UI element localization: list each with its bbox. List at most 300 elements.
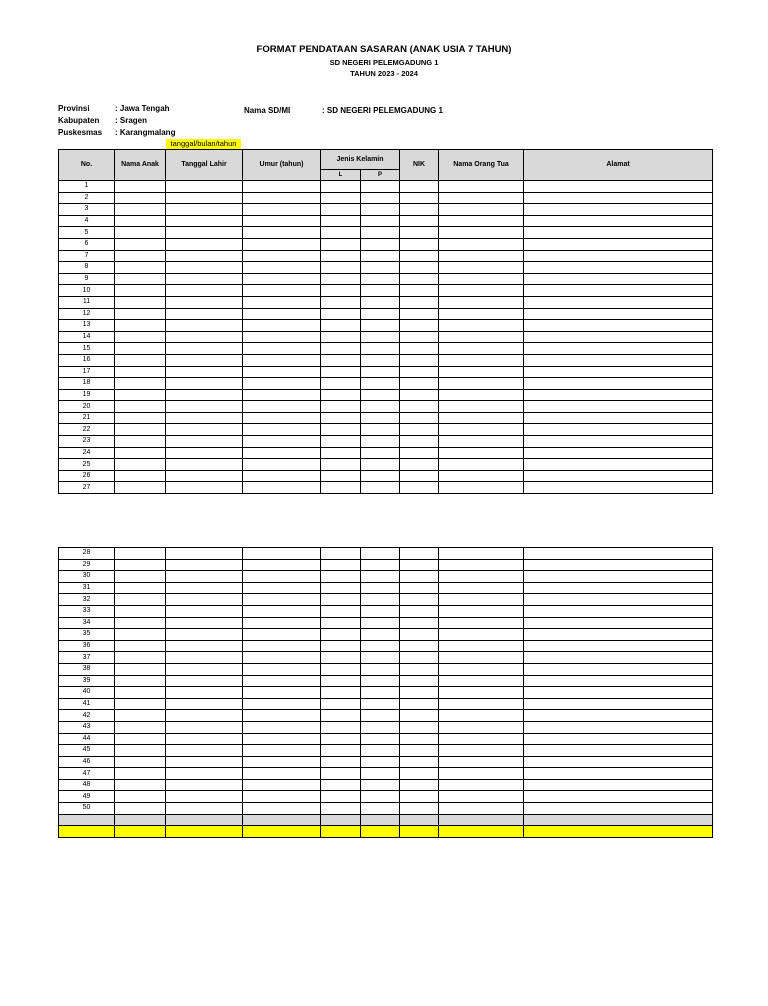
alamat-cell[interactable] [524, 652, 713, 664]
nik-cell[interactable] [400, 296, 439, 308]
nama-anak-cell[interactable] [115, 262, 166, 274]
umur-cell[interactable] [243, 548, 321, 560]
alamat-cell[interactable] [524, 238, 713, 250]
nama-orang-tua-cell[interactable] [439, 320, 524, 332]
jk-l-cell[interactable] [321, 378, 361, 390]
nama-anak-cell[interactable] [115, 768, 166, 780]
nik-cell[interactable] [400, 582, 439, 594]
jk-l-cell[interactable] [321, 215, 361, 227]
alamat-cell[interactable] [524, 424, 713, 436]
nik-cell[interactable] [400, 605, 439, 617]
jk-l-cell[interactable] [321, 791, 361, 803]
jk-l-cell[interactable] [321, 343, 361, 355]
alamat-cell[interactable] [524, 262, 713, 274]
jk-p-cell[interactable] [361, 640, 400, 652]
tanggal-lahir-cell[interactable] [166, 378, 243, 390]
nama-orang-tua-cell[interactable] [439, 803, 524, 815]
nama-anak-cell[interactable] [115, 204, 166, 216]
umur-cell[interactable] [243, 594, 321, 606]
nama-orang-tua-cell[interactable] [439, 238, 524, 250]
nama-orang-tua-cell[interactable] [439, 548, 524, 560]
jk-l-cell[interactable] [321, 470, 361, 482]
nama-orang-tua-cell[interactable] [439, 629, 524, 641]
nama-anak-cell[interactable] [115, 482, 166, 494]
umur-cell[interactable] [243, 238, 321, 250]
nik-cell[interactable] [400, 192, 439, 204]
nik-cell[interactable] [400, 482, 439, 494]
jk-l-cell[interactable] [321, 675, 361, 687]
jk-l-cell[interactable] [321, 262, 361, 274]
jk-l-cell[interactable] [321, 181, 361, 193]
tanggal-lahir-cell[interactable] [166, 215, 243, 227]
nik-cell[interactable] [400, 640, 439, 652]
nik-cell[interactable] [400, 343, 439, 355]
alamat-cell[interactable] [524, 548, 713, 560]
alamat-cell[interactable] [524, 571, 713, 583]
umur-cell[interactable] [243, 331, 321, 343]
nama-anak-cell[interactable] [115, 285, 166, 297]
tanggal-lahir-cell[interactable] [166, 285, 243, 297]
umur-cell[interactable] [243, 756, 321, 768]
jk-l-cell[interactable] [321, 687, 361, 699]
nik-cell[interactable] [400, 733, 439, 745]
jk-l-cell[interactable] [321, 617, 361, 629]
jk-p-cell[interactable] [361, 343, 400, 355]
nik-cell[interactable] [400, 459, 439, 471]
nik-cell[interactable] [400, 687, 439, 699]
umur-cell[interactable] [243, 436, 321, 448]
tanggal-lahir-cell[interactable] [166, 779, 243, 791]
nik-cell[interactable] [400, 366, 439, 378]
nik-cell[interactable] [400, 285, 439, 297]
jk-p-cell[interactable] [361, 436, 400, 448]
nama-orang-tua-cell[interactable] [439, 424, 524, 436]
jk-p-cell[interactable] [361, 803, 400, 815]
jk-p-cell[interactable] [361, 617, 400, 629]
jk-l-cell[interactable] [321, 285, 361, 297]
umur-cell[interactable] [243, 389, 321, 401]
umur-cell[interactable] [243, 733, 321, 745]
nama-anak-cell[interactable] [115, 548, 166, 560]
jk-p-cell[interactable] [361, 559, 400, 571]
nama-anak-cell[interactable] [115, 470, 166, 482]
jk-p-cell[interactable] [361, 389, 400, 401]
nik-cell[interactable] [400, 389, 439, 401]
tanggal-lahir-cell[interactable] [166, 296, 243, 308]
jk-l-cell[interactable] [321, 354, 361, 366]
nama-anak-cell[interactable] [115, 366, 166, 378]
nama-anak-cell[interactable] [115, 308, 166, 320]
alamat-cell[interactable] [524, 308, 713, 320]
nama-orang-tua-cell[interactable] [439, 401, 524, 413]
nama-anak-cell[interactable] [115, 343, 166, 355]
nik-cell[interactable] [400, 273, 439, 285]
jk-l-cell[interactable] [321, 629, 361, 641]
nama-anak-cell[interactable] [115, 698, 166, 710]
jk-p-cell[interactable] [361, 262, 400, 274]
nama-orang-tua-cell[interactable] [439, 482, 524, 494]
nama-anak-cell[interactable] [115, 401, 166, 413]
nama-anak-cell[interactable] [115, 192, 166, 204]
alamat-cell[interactable] [524, 640, 713, 652]
alamat-cell[interactable] [524, 401, 713, 413]
alamat-cell[interactable] [524, 675, 713, 687]
jk-p-cell[interactable] [361, 663, 400, 675]
nik-cell[interactable] [400, 629, 439, 641]
jk-l-cell[interactable] [321, 640, 361, 652]
alamat-cell[interactable] [524, 354, 713, 366]
nama-orang-tua-cell[interactable] [439, 296, 524, 308]
jk-l-cell[interactable] [321, 273, 361, 285]
nama-anak-cell[interactable] [115, 745, 166, 757]
nik-cell[interactable] [400, 320, 439, 332]
nik-cell[interactable] [400, 698, 439, 710]
nik-cell[interactable] [400, 354, 439, 366]
alamat-cell[interactable] [524, 436, 713, 448]
nik-cell[interactable] [400, 262, 439, 274]
tanggal-lahir-cell[interactable] [166, 204, 243, 216]
umur-cell[interactable] [243, 559, 321, 571]
umur-cell[interactable] [243, 227, 321, 239]
nama-orang-tua-cell[interactable] [439, 470, 524, 482]
jk-l-cell[interactable] [321, 803, 361, 815]
nik-cell[interactable] [400, 181, 439, 193]
umur-cell[interactable] [243, 401, 321, 413]
alamat-cell[interactable] [524, 204, 713, 216]
nama-anak-cell[interactable] [115, 331, 166, 343]
nama-anak-cell[interactable] [115, 320, 166, 332]
jk-l-cell[interactable] [321, 663, 361, 675]
alamat-cell[interactable] [524, 343, 713, 355]
tanggal-lahir-cell[interactable] [166, 687, 243, 699]
jk-l-cell[interactable] [321, 582, 361, 594]
nik-cell[interactable] [400, 548, 439, 560]
nama-orang-tua-cell[interactable] [439, 675, 524, 687]
nik-cell[interactable] [400, 559, 439, 571]
alamat-cell[interactable] [524, 273, 713, 285]
tanggal-lahir-cell[interactable] [166, 663, 243, 675]
umur-cell[interactable] [243, 273, 321, 285]
nama-orang-tua-cell[interactable] [439, 181, 524, 193]
nik-cell[interactable] [400, 779, 439, 791]
nama-anak-cell[interactable] [115, 215, 166, 227]
tanggal-lahir-cell[interactable] [166, 181, 243, 193]
jk-l-cell[interactable] [321, 331, 361, 343]
nama-anak-cell[interactable] [115, 652, 166, 664]
nama-anak-cell[interactable] [115, 687, 166, 699]
jk-l-cell[interactable] [321, 733, 361, 745]
nama-anak-cell[interactable] [115, 296, 166, 308]
tanggal-lahir-cell[interactable] [166, 366, 243, 378]
alamat-cell[interactable] [524, 192, 713, 204]
nama-anak-cell[interactable] [115, 181, 166, 193]
nama-orang-tua-cell[interactable] [439, 791, 524, 803]
nama-orang-tua-cell[interactable] [439, 756, 524, 768]
nik-cell[interactable] [400, 652, 439, 664]
nik-cell[interactable] [400, 215, 439, 227]
tanggal-lahir-cell[interactable] [166, 424, 243, 436]
nik-cell[interactable] [400, 710, 439, 722]
nama-anak-cell[interactable] [115, 710, 166, 722]
tanggal-lahir-cell[interactable] [166, 605, 243, 617]
nik-cell[interactable] [400, 250, 439, 262]
nama-orang-tua-cell[interactable] [439, 343, 524, 355]
nama-anak-cell[interactable] [115, 605, 166, 617]
umur-cell[interactable] [243, 250, 321, 262]
nama-anak-cell[interactable] [115, 803, 166, 815]
umur-cell[interactable] [243, 803, 321, 815]
umur-cell[interactable] [243, 424, 321, 436]
tanggal-lahir-cell[interactable] [166, 768, 243, 780]
nama-orang-tua-cell[interactable] [439, 594, 524, 606]
nama-orang-tua-cell[interactable] [439, 745, 524, 757]
tanggal-lahir-cell[interactable] [166, 745, 243, 757]
jk-l-cell[interactable] [321, 594, 361, 606]
tanggal-lahir-cell[interactable] [166, 192, 243, 204]
jk-p-cell[interactable] [361, 470, 400, 482]
nama-orang-tua-cell[interactable] [439, 436, 524, 448]
umur-cell[interactable] [243, 582, 321, 594]
alamat-cell[interactable] [524, 710, 713, 722]
jk-p-cell[interactable] [361, 629, 400, 641]
jk-l-cell[interactable] [321, 768, 361, 780]
nama-anak-cell[interactable] [115, 733, 166, 745]
alamat-cell[interactable] [524, 594, 713, 606]
alamat-cell[interactable] [524, 285, 713, 297]
jk-p-cell[interactable] [361, 768, 400, 780]
jk-p-cell[interactable] [361, 698, 400, 710]
jk-l-cell[interactable] [321, 436, 361, 448]
nama-anak-cell[interactable] [115, 459, 166, 471]
tanggal-lahir-cell[interactable] [166, 710, 243, 722]
jk-l-cell[interactable] [321, 756, 361, 768]
alamat-cell[interactable] [524, 582, 713, 594]
tanggal-lahir-cell[interactable] [166, 617, 243, 629]
nik-cell[interactable] [400, 412, 439, 424]
nama-anak-cell[interactable] [115, 779, 166, 791]
jk-l-cell[interactable] [321, 401, 361, 413]
jk-p-cell[interactable] [361, 181, 400, 193]
nik-cell[interactable] [400, 227, 439, 239]
alamat-cell[interactable] [524, 756, 713, 768]
umur-cell[interactable] [243, 482, 321, 494]
alamat-cell[interactable] [524, 215, 713, 227]
jk-p-cell[interactable] [361, 296, 400, 308]
tanggal-lahir-cell[interactable] [166, 559, 243, 571]
jk-p-cell[interactable] [361, 791, 400, 803]
tanggal-lahir-cell[interactable] [166, 412, 243, 424]
alamat-cell[interactable] [524, 733, 713, 745]
nama-orang-tua-cell[interactable] [439, 215, 524, 227]
alamat-cell[interactable] [524, 482, 713, 494]
alamat-cell[interactable] [524, 378, 713, 390]
tanggal-lahir-cell[interactable] [166, 721, 243, 733]
jk-p-cell[interactable] [361, 285, 400, 297]
nik-cell[interactable] [400, 768, 439, 780]
umur-cell[interactable] [243, 354, 321, 366]
umur-cell[interactable] [243, 204, 321, 216]
alamat-cell[interactable] [524, 366, 713, 378]
tanggal-lahir-cell[interactable] [166, 571, 243, 583]
alamat-cell[interactable] [524, 296, 713, 308]
nama-orang-tua-cell[interactable] [439, 192, 524, 204]
nama-anak-cell[interactable] [115, 675, 166, 687]
nama-anak-cell[interactable] [115, 227, 166, 239]
nama-anak-cell[interactable] [115, 571, 166, 583]
nama-orang-tua-cell[interactable] [439, 768, 524, 780]
umur-cell[interactable] [243, 687, 321, 699]
umur-cell[interactable] [243, 215, 321, 227]
jk-p-cell[interactable] [361, 215, 400, 227]
alamat-cell[interactable] [524, 791, 713, 803]
tanggal-lahir-cell[interactable] [166, 320, 243, 332]
nama-anak-cell[interactable] [115, 238, 166, 250]
jk-p-cell[interactable] [361, 687, 400, 699]
tanggal-lahir-cell[interactable] [166, 447, 243, 459]
tanggal-lahir-cell[interactable] [166, 675, 243, 687]
tanggal-lahir-cell[interactable] [166, 389, 243, 401]
jk-p-cell[interactable] [361, 447, 400, 459]
umur-cell[interactable] [243, 640, 321, 652]
alamat-cell[interactable] [524, 698, 713, 710]
alamat-cell[interactable] [524, 745, 713, 757]
alamat-cell[interactable] [524, 559, 713, 571]
jk-p-cell[interactable] [361, 745, 400, 757]
umur-cell[interactable] [243, 605, 321, 617]
umur-cell[interactable] [243, 768, 321, 780]
jk-p-cell[interactable] [361, 204, 400, 216]
jk-p-cell[interactable] [361, 320, 400, 332]
nama-orang-tua-cell[interactable] [439, 605, 524, 617]
alamat-cell[interactable] [524, 447, 713, 459]
nama-orang-tua-cell[interactable] [439, 721, 524, 733]
umur-cell[interactable] [243, 447, 321, 459]
jk-l-cell[interactable] [321, 652, 361, 664]
nama-orang-tua-cell[interactable] [439, 617, 524, 629]
tanggal-lahir-cell[interactable] [166, 436, 243, 448]
alamat-cell[interactable] [524, 459, 713, 471]
umur-cell[interactable] [243, 181, 321, 193]
alamat-cell[interactable] [524, 470, 713, 482]
alamat-cell[interactable] [524, 629, 713, 641]
alamat-cell[interactable] [524, 779, 713, 791]
tanggal-lahir-cell[interactable] [166, 459, 243, 471]
jk-p-cell[interactable] [361, 331, 400, 343]
nama-orang-tua-cell[interactable] [439, 459, 524, 471]
jk-l-cell[interactable] [321, 238, 361, 250]
jk-l-cell[interactable] [321, 698, 361, 710]
alamat-cell[interactable] [524, 721, 713, 733]
nik-cell[interactable] [400, 204, 439, 216]
jk-p-cell[interactable] [361, 721, 400, 733]
umur-cell[interactable] [243, 285, 321, 297]
nik-cell[interactable] [400, 378, 439, 390]
nik-cell[interactable] [400, 756, 439, 768]
nama-orang-tua-cell[interactable] [439, 652, 524, 664]
jk-l-cell[interactable] [321, 250, 361, 262]
nik-cell[interactable] [400, 745, 439, 757]
jk-l-cell[interactable] [321, 366, 361, 378]
nama-orang-tua-cell[interactable] [439, 285, 524, 297]
nik-cell[interactable] [400, 238, 439, 250]
jk-p-cell[interactable] [361, 227, 400, 239]
alamat-cell[interactable] [524, 803, 713, 815]
nik-cell[interactable] [400, 721, 439, 733]
nama-orang-tua-cell[interactable] [439, 698, 524, 710]
jk-p-cell[interactable] [361, 571, 400, 583]
tanggal-lahir-cell[interactable] [166, 652, 243, 664]
umur-cell[interactable] [243, 617, 321, 629]
jk-p-cell[interactable] [361, 401, 400, 413]
nik-cell[interactable] [400, 803, 439, 815]
tanggal-lahir-cell[interactable] [166, 401, 243, 413]
nama-anak-cell[interactable] [115, 436, 166, 448]
jk-l-cell[interactable] [321, 482, 361, 494]
jk-l-cell[interactable] [321, 227, 361, 239]
nik-cell[interactable] [400, 663, 439, 675]
alamat-cell[interactable] [524, 605, 713, 617]
nama-orang-tua-cell[interactable] [439, 733, 524, 745]
umur-cell[interactable] [243, 721, 321, 733]
alamat-cell[interactable] [524, 389, 713, 401]
alamat-cell[interactable] [524, 687, 713, 699]
jk-p-cell[interactable] [361, 250, 400, 262]
umur-cell[interactable] [243, 652, 321, 664]
alamat-cell[interactable] [524, 412, 713, 424]
nama-orang-tua-cell[interactable] [439, 710, 524, 722]
nama-anak-cell[interactable] [115, 273, 166, 285]
jk-l-cell[interactable] [321, 745, 361, 757]
nama-orang-tua-cell[interactable] [439, 559, 524, 571]
jk-p-cell[interactable] [361, 675, 400, 687]
nik-cell[interactable] [400, 331, 439, 343]
jk-p-cell[interactable] [361, 605, 400, 617]
nama-anak-cell[interactable] [115, 559, 166, 571]
jk-p-cell[interactable] [361, 273, 400, 285]
umur-cell[interactable] [243, 745, 321, 757]
jk-p-cell[interactable] [361, 733, 400, 745]
nama-orang-tua-cell[interactable] [439, 779, 524, 791]
nama-orang-tua-cell[interactable] [439, 389, 524, 401]
tanggal-lahir-cell[interactable] [166, 791, 243, 803]
jk-l-cell[interactable] [321, 779, 361, 791]
jk-p-cell[interactable] [361, 378, 400, 390]
jk-p-cell[interactable] [361, 710, 400, 722]
nama-anak-cell[interactable] [115, 424, 166, 436]
nama-orang-tua-cell[interactable] [439, 331, 524, 343]
nik-cell[interactable] [400, 447, 439, 459]
nik-cell[interactable] [400, 791, 439, 803]
jk-l-cell[interactable] [321, 192, 361, 204]
tanggal-lahir-cell[interactable] [166, 640, 243, 652]
umur-cell[interactable] [243, 296, 321, 308]
jk-p-cell[interactable] [361, 582, 400, 594]
nama-orang-tua-cell[interactable] [439, 687, 524, 699]
tanggal-lahir-cell[interactable] [166, 733, 243, 745]
jk-l-cell[interactable] [321, 559, 361, 571]
nama-anak-cell[interactable] [115, 582, 166, 594]
umur-cell[interactable] [243, 378, 321, 390]
nama-orang-tua-cell[interactable] [439, 447, 524, 459]
umur-cell[interactable] [243, 262, 321, 274]
tanggal-lahir-cell[interactable] [166, 308, 243, 320]
nama-orang-tua-cell[interactable] [439, 366, 524, 378]
umur-cell[interactable] [243, 698, 321, 710]
nama-anak-cell[interactable] [115, 412, 166, 424]
jk-p-cell[interactable] [361, 238, 400, 250]
jk-l-cell[interactable] [321, 721, 361, 733]
umur-cell[interactable] [243, 412, 321, 424]
